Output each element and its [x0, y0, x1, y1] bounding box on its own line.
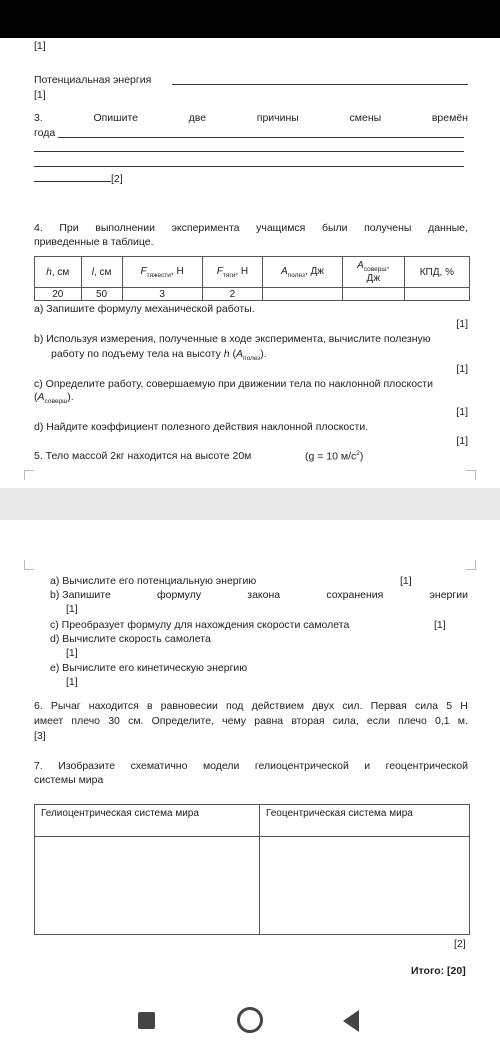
back-icon[interactable]: [343, 1010, 359, 1032]
q5-a: a) Вычислите его потенциальную энергию: [50, 575, 257, 587]
q4-b-line1: b) Используя измерения, полученные в ходе эксперимента, вычислите полезную: [34, 333, 431, 345]
navigation-bar: [0, 990, 500, 1055]
answer-line: [172, 84, 468, 85]
q4-b-mark: [1]: [456, 363, 468, 375]
table-header-row: [35, 805, 470, 837]
table-row: [35, 837, 470, 935]
q4-a-mark: [1]: [456, 318, 468, 330]
q4-word: получены: [364, 222, 412, 234]
q5-b-word: b) Запишите: [50, 589, 111, 601]
q5-b: [50, 589, 468, 601]
table-cell: 3: [122, 288, 202, 301]
q4-word: были: [321, 222, 348, 234]
q6-word: действием: [251, 700, 304, 712]
q7-word: геоцентрической: [385, 760, 468, 772]
home-icon[interactable]: [237, 1007, 263, 1033]
q3-word: причины: [256, 112, 299, 124]
q4-c-mark: [1]: [456, 406, 468, 418]
q6-word: находится: [88, 700, 139, 712]
q7-word: 7.: [34, 760, 43, 772]
q7-mark: [2]: [454, 938, 466, 950]
q6-word: 0,1: [434, 715, 450, 727]
recent-apps-icon[interactable]: [138, 1012, 155, 1029]
total-score: Итого: [20]: [411, 965, 466, 977]
q5-gravity: (g = 10 $м/с^2$): [305, 450, 364, 463]
q4-word: 4.: [34, 222, 43, 234]
table-header-cell: $A_{соверш}$, Дж: [342, 257, 404, 288]
table-cell: 50: [81, 288, 122, 301]
answer-line: [34, 166, 464, 167]
page-corner-mark: [24, 470, 34, 480]
q5-c: c) Преобразует формулу для нахождения скорости самолета: [50, 619, 350, 631]
geocentric-drawing-cell[interactable]: [260, 837, 470, 935]
table-cell: 20: [35, 288, 82, 301]
q3-continuation: года: [34, 127, 56, 139]
q4-d: d) Найдите коэффициент полезного действия наклонной плоскости.: [34, 421, 369, 433]
q6-word: под: [226, 700, 244, 712]
q6-mark: [3]: [34, 730, 46, 742]
q5-b-word: формулу: [157, 589, 202, 601]
q6-word: сила: [415, 700, 439, 712]
q7-word: Изобразите: [58, 760, 116, 772]
answer-line: [34, 181, 111, 182]
q4-word: учащимся: [256, 222, 306, 234]
q6-word: 5: [446, 700, 453, 712]
q4-word: выполнении: [95, 222, 155, 234]
q6-word: плечо: [71, 715, 101, 727]
page-corner-mark: [466, 560, 476, 570]
q6-word: 6.: [34, 700, 43, 712]
q6-word: имеет: [34, 715, 64, 727]
q5-e-mark: [1]: [66, 676, 78, 688]
q5-d: d) Вычислите скорость самолета: [50, 633, 211, 645]
q4-word: эксперимента: [171, 222, 240, 234]
q6-line2: [34, 715, 468, 727]
geocentric-header: Геоцентрическая система мира: [260, 805, 470, 837]
q4-word: При: [59, 222, 79, 234]
q6-word: Определите,: [151, 715, 214, 727]
q4-c-line2: $(A_{соверш})$.: [34, 391, 74, 406]
q5-c-mark: [1]: [434, 619, 446, 631]
table-row: [35, 288, 470, 301]
q6-word: чему: [222, 715, 247, 727]
q6-line1: [34, 700, 468, 712]
data-table: [34, 256, 470, 301]
q6-word: м.: [457, 715, 468, 727]
q7-word: и: [364, 760, 371, 772]
models-table: [34, 804, 470, 935]
heliocentric-header: Гелиоцентрическая система мира: [35, 805, 260, 837]
q6-word: Первая: [370, 700, 407, 712]
q6-word: см.: [128, 715, 144, 727]
mark-top: [1]: [34, 40, 46, 52]
q5-text: 5. Тело массой 2кг находится на высоте 20м: [34, 450, 252, 462]
q6-word: 30: [108, 715, 120, 727]
q5-a-mark: [1]: [400, 575, 412, 587]
heliocentric-drawing-cell[interactable]: [35, 837, 260, 935]
table-header-cell: КПД, %: [404, 257, 469, 288]
q5-b-mark: [1]: [66, 603, 78, 615]
q6-word: Н: [460, 700, 468, 712]
page-corner-mark: [24, 560, 34, 570]
q4-line1: [34, 222, 468, 234]
q5-e: e) Вычислите его кинетическую энергию: [50, 662, 248, 674]
q4-word: данные,: [428, 222, 468, 234]
table-cell: [263, 288, 343, 301]
page-corner-mark: [466, 470, 476, 480]
q6-word: равна: [254, 715, 284, 727]
document-page-1: [0, 38, 500, 488]
q3-word: смены: [349, 112, 382, 124]
q7-word: схематично: [130, 760, 188, 772]
potential-energy-label: Потенциальная энергия: [34, 74, 152, 86]
q3-word: 3.: [34, 112, 43, 124]
table-cell: [404, 288, 469, 301]
table-header-cell: $A_{полез}$, Дж: [263, 257, 343, 288]
document-page-2: [0, 520, 500, 990]
q6-word: сил.: [342, 700, 363, 712]
q7-line2: системы мира: [34, 774, 104, 786]
q4-c-line1: c) Определите работу, совершаемую при движении тела по наклонной плоскости: [34, 378, 433, 390]
potential-energy-mark: [1]: [34, 89, 46, 101]
table-header-cell: $F_{тяжести}$, Н: [122, 257, 202, 288]
q6-word: равновесии: [160, 700, 218, 712]
page-gap: [0, 488, 500, 520]
table-cell: 2: [202, 288, 262, 301]
q3-word: две: [188, 112, 207, 124]
table-header-cell: h, см: [35, 257, 82, 288]
q6-word: Рычаг: [50, 700, 81, 712]
q5-d-mark: [1]: [66, 647, 78, 659]
answer-line: [34, 151, 464, 152]
table-header-row: [35, 257, 470, 288]
q6-word: в: [146, 700, 153, 712]
q6-word: сила,: [332, 715, 359, 727]
answer-line: [58, 137, 464, 138]
q4-a: a) Запишите формулу механической работы.: [34, 303, 255, 315]
q6-word: двух: [312, 700, 335, 712]
q3-word: времён: [431, 112, 468, 124]
q5-b-word: закона: [247, 589, 281, 601]
q6-word: плечо: [398, 715, 427, 727]
q7-word: гелиоцентрической: [254, 760, 349, 772]
q7-line1: [34, 760, 468, 772]
q4-d-mark: [1]: [456, 435, 468, 447]
q6-word: вторая: [291, 715, 325, 727]
q7-word: модели: [202, 760, 240, 772]
table-header-cell: l, см: [81, 257, 122, 288]
q3-mark: [2]: [111, 173, 123, 185]
q3-line1: [34, 112, 468, 124]
table-cell: [342, 288, 404, 301]
q3-word: Опишите: [93, 112, 138, 124]
q5-b-word: энергии: [429, 589, 468, 601]
q4-line2: приведенные в таблице.: [34, 236, 154, 248]
q6-word: если: [366, 715, 390, 727]
q5-b-word: сохранения: [326, 589, 384, 601]
table-header-cell: $F_{тяги}$, Н: [202, 257, 262, 288]
q4-b-line2: работу по подъему тела на высоту h $(A_{полез})$.: [51, 348, 267, 363]
